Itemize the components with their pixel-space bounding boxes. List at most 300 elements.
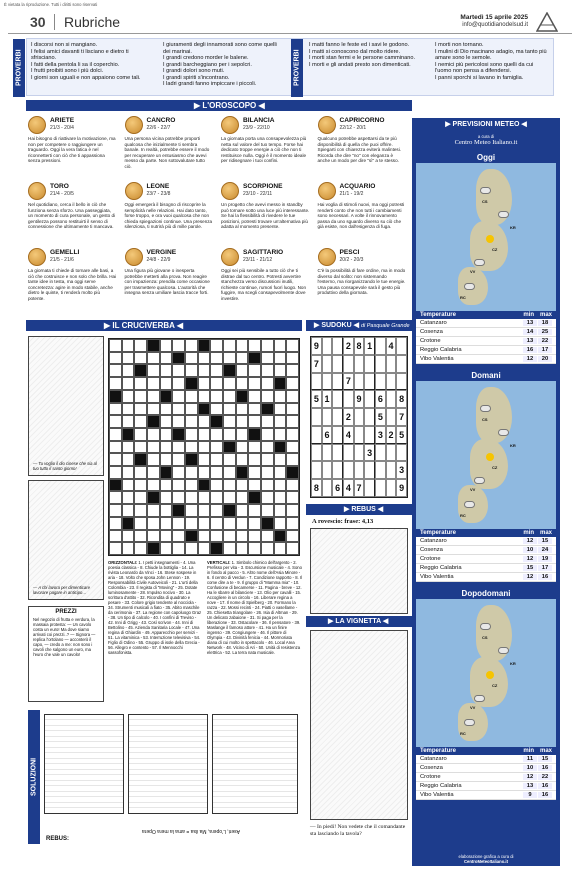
crossword-cell[interactable]: [236, 466, 249, 479]
crossword-cell[interactable]: [134, 403, 147, 416]
sudoku-cell[interactable]: [386, 408, 397, 426]
crossword-cell[interactable]: [286, 428, 299, 441]
crossword-cell[interactable]: [147, 504, 160, 517]
crossword-cell[interactable]: [248, 491, 261, 504]
crossword-cell[interactable]: [274, 428, 287, 441]
crossword-cell[interactable]: [134, 491, 147, 504]
sudoku-cell[interactable]: [364, 355, 375, 373]
crossword-cell[interactable]: [134, 428, 147, 441]
crossword-cell[interactable]: [122, 466, 135, 479]
crossword-cell[interactable]: [223, 530, 236, 543]
sudoku-cell[interactable]: [311, 426, 322, 444]
crossword-cell[interactable]: [198, 441, 211, 454]
crossword-cell[interactable]: [274, 517, 287, 530]
crossword-cell[interactable]: [236, 479, 249, 492]
sudoku-cell[interactable]: [343, 461, 354, 479]
crossword-cell[interactable]: [274, 479, 287, 492]
crossword-cell[interactable]: [274, 453, 287, 466]
crossword-cell[interactable]: [261, 403, 274, 416]
crossword-cell[interactable]: [236, 491, 249, 504]
sudoku-cell[interactable]: 5: [375, 408, 386, 426]
crossword-cell[interactable]: [274, 504, 287, 517]
crossword-cell[interactable]: [122, 377, 135, 390]
crossword-cell[interactable]: [198, 415, 211, 428]
crossword-cell[interactable]: [122, 364, 135, 377]
crossword-cell[interactable]: [185, 491, 198, 504]
sudoku-cell[interactable]: [311, 444, 322, 462]
sudoku-cell[interactable]: [386, 461, 397, 479]
sudoku-cell[interactable]: [396, 337, 407, 355]
crossword-cell[interactable]: [286, 504, 299, 517]
crossword-cell[interactable]: [172, 415, 185, 428]
sudoku-cell[interactable]: 7: [311, 355, 322, 373]
crossword-cell[interactable]: [185, 377, 198, 390]
crossword-cell[interactable]: [261, 466, 274, 479]
crossword-cell[interactable]: [172, 542, 185, 555]
sudoku-cell[interactable]: 6: [332, 479, 343, 497]
crossword-cell[interactable]: [160, 390, 173, 403]
sudoku-cell[interactable]: [332, 426, 343, 444]
crossword-cell[interactable]: [198, 377, 211, 390]
sudoku-cell[interactable]: 7: [396, 408, 407, 426]
crossword-cell[interactable]: [236, 530, 249, 543]
crossword-cell[interactable]: [210, 441, 223, 454]
crossword-cell[interactable]: [147, 428, 160, 441]
crossword-cell[interactable]: [198, 466, 211, 479]
sudoku-cell[interactable]: 3: [375, 426, 386, 444]
sudoku-cell[interactable]: [322, 355, 333, 373]
sudoku-cell[interactable]: [322, 408, 333, 426]
crossword-cell[interactable]: [223, 415, 236, 428]
crossword-cell[interactable]: [261, 542, 274, 555]
crossword-cell[interactable]: [210, 453, 223, 466]
crossword-cell[interactable]: [198, 479, 211, 492]
crossword-cell[interactable]: [109, 352, 122, 365]
sudoku-cell[interactable]: [322, 461, 333, 479]
sudoku-cell[interactable]: 2: [343, 337, 354, 355]
crossword-cell[interactable]: [109, 466, 122, 479]
sudoku-cell[interactable]: 6: [375, 390, 386, 408]
crossword-cell[interactable]: [286, 390, 299, 403]
crossword-cell[interactable]: [185, 542, 198, 555]
crossword-cell[interactable]: [134, 339, 147, 352]
crossword-cell[interactable]: [274, 352, 287, 365]
sudoku-cell[interactable]: [343, 444, 354, 462]
sudoku-cell[interactable]: [332, 373, 343, 391]
sudoku-cell[interactable]: [364, 479, 375, 497]
crossword-cell[interactable]: [223, 403, 236, 416]
crossword-cell[interactable]: [261, 352, 274, 365]
crossword-cell[interactable]: [160, 479, 173, 492]
sudoku-cell[interactable]: 8: [396, 390, 407, 408]
sudoku-cell[interactable]: 7: [343, 373, 354, 391]
crossword-cell[interactable]: [274, 542, 287, 555]
crossword-cell[interactable]: [122, 415, 135, 428]
crossword-cell[interactable]: [286, 364, 299, 377]
crossword-cell[interactable]: [160, 403, 173, 416]
crossword-grid[interactable]: [108, 338, 300, 556]
crossword-cell[interactable]: [160, 415, 173, 428]
crossword-cell[interactable]: [236, 453, 249, 466]
sudoku-cell[interactable]: [364, 373, 375, 391]
crossword-cell[interactable]: [185, 441, 198, 454]
crossword-cell[interactable]: [210, 364, 223, 377]
sudoku-cell[interactable]: [375, 461, 386, 479]
crossword-cell[interactable]: [160, 530, 173, 543]
crossword-cell[interactable]: [172, 364, 185, 377]
crossword-cell[interactable]: [172, 491, 185, 504]
sudoku-cell[interactable]: [375, 355, 386, 373]
crossword-cell[interactable]: [223, 479, 236, 492]
crossword-cell[interactable]: [248, 390, 261, 403]
crossword-cell[interactable]: [172, 403, 185, 416]
crossword-cell[interactable]: [236, 364, 249, 377]
crossword-cell[interactable]: [286, 403, 299, 416]
crossword-cell[interactable]: [198, 428, 211, 441]
crossword-cell[interactable]: [172, 428, 185, 441]
crossword-cell[interactable]: [147, 415, 160, 428]
crossword-cell[interactable]: [122, 491, 135, 504]
crossword-cell[interactable]: [274, 491, 287, 504]
crossword-cell[interactable]: [286, 466, 299, 479]
crossword-cell[interactable]: [147, 542, 160, 555]
sudoku-cell[interactable]: 9: [311, 337, 322, 355]
crossword-cell[interactable]: [185, 390, 198, 403]
crossword-cell[interactable]: [261, 517, 274, 530]
crossword-cell[interactable]: [147, 339, 160, 352]
crossword-cell[interactable]: [274, 441, 287, 454]
crossword-cell[interactable]: [210, 542, 223, 555]
crossword-cell[interactable]: [147, 530, 160, 543]
crossword-cell[interactable]: [198, 390, 211, 403]
crossword-cell[interactable]: [122, 479, 135, 492]
crossword-cell[interactable]: [198, 403, 211, 416]
sudoku-cell[interactable]: [364, 390, 375, 408]
sudoku-cell[interactable]: 2: [343, 408, 354, 426]
crossword-cell[interactable]: [172, 339, 185, 352]
crossword-cell[interactable]: [248, 542, 261, 555]
crossword-cell[interactable]: [286, 491, 299, 504]
crossword-cell[interactable]: [236, 441, 249, 454]
crossword-cell[interactable]: [109, 428, 122, 441]
crossword-cell[interactable]: [248, 479, 261, 492]
crossword-cell[interactable]: [223, 517, 236, 530]
sudoku-cell[interactable]: [322, 479, 333, 497]
crossword-cell[interactable]: [248, 403, 261, 416]
crossword-cell[interactable]: [147, 377, 160, 390]
sudoku-cell[interactable]: [386, 444, 397, 462]
crossword-cell[interactable]: [236, 390, 249, 403]
crossword-cell[interactable]: [236, 542, 249, 555]
sudoku-cell[interactable]: 8: [354, 337, 365, 355]
crossword-cell[interactable]: [109, 530, 122, 543]
crossword-cell[interactable]: [122, 339, 135, 352]
crossword-cell[interactable]: [147, 352, 160, 365]
sudoku-cell[interactable]: 4: [386, 337, 397, 355]
crossword-cell[interactable]: [248, 466, 261, 479]
crossword-cell[interactable]: [185, 428, 198, 441]
crossword-cell[interactable]: [223, 466, 236, 479]
crossword-cell[interactable]: [223, 441, 236, 454]
crossword-cell[interactable]: [261, 390, 274, 403]
crossword-cell[interactable]: [172, 479, 185, 492]
crossword-cell[interactable]: [274, 530, 287, 543]
crossword-cell[interactable]: [248, 428, 261, 441]
sudoku-cell[interactable]: [311, 373, 322, 391]
sudoku-cell[interactable]: [322, 373, 333, 391]
sudoku-cell[interactable]: [364, 408, 375, 426]
crossword-cell[interactable]: [134, 466, 147, 479]
crossword-cell[interactable]: [134, 415, 147, 428]
sudoku-cell[interactable]: [396, 373, 407, 391]
crossword-cell[interactable]: [160, 364, 173, 377]
crossword-cell[interactable]: [248, 453, 261, 466]
sudoku-cell[interactable]: [375, 337, 386, 355]
crossword-cell[interactable]: [286, 517, 299, 530]
crossword-cell[interactable]: [198, 530, 211, 543]
crossword-cell[interactable]: [122, 441, 135, 454]
crossword-cell[interactable]: [147, 453, 160, 466]
crossword-cell[interactable]: [261, 415, 274, 428]
crossword-cell[interactable]: [172, 390, 185, 403]
sudoku-cell[interactable]: 7: [354, 479, 365, 497]
sudoku-cell[interactable]: [354, 373, 365, 391]
crossword-cell[interactable]: [261, 441, 274, 454]
crossword-cell[interactable]: [223, 504, 236, 517]
crossword-cell[interactable]: [261, 377, 274, 390]
crossword-cell[interactable]: [248, 352, 261, 365]
sudoku-cell[interactable]: [311, 461, 322, 479]
crossword-cell[interactable]: [147, 466, 160, 479]
crossword-cell[interactable]: [185, 517, 198, 530]
crossword-cell[interactable]: [210, 415, 223, 428]
crossword-cell[interactable]: [172, 504, 185, 517]
crossword-cell[interactable]: [286, 339, 299, 352]
crossword-cell[interactable]: [223, 428, 236, 441]
crossword-cell[interactable]: [210, 403, 223, 416]
sudoku-cell[interactable]: 3: [396, 461, 407, 479]
crossword-cell[interactable]: [172, 530, 185, 543]
crossword-cell[interactable]: [223, 364, 236, 377]
sudoku-cell[interactable]: [386, 479, 397, 497]
crossword-cell[interactable]: [261, 453, 274, 466]
sudoku-cell[interactable]: [332, 408, 343, 426]
crossword-cell[interactable]: [274, 466, 287, 479]
crossword-cell[interactable]: [274, 390, 287, 403]
crossword-cell[interactable]: [109, 479, 122, 492]
crossword-cell[interactable]: [160, 491, 173, 504]
crossword-cell[interactable]: [160, 504, 173, 517]
sudoku-cell[interactable]: 8: [311, 479, 322, 497]
crossword-cell[interactable]: [160, 517, 173, 530]
crossword-cell[interactable]: [185, 453, 198, 466]
sudoku-cell[interactable]: [396, 355, 407, 373]
crossword-cell[interactable]: [236, 352, 249, 365]
crossword-cell[interactable]: [261, 339, 274, 352]
sudoku-cell[interactable]: [354, 355, 365, 373]
crossword-cell[interactable]: [134, 390, 147, 403]
crossword-cell[interactable]: [147, 441, 160, 454]
crossword-cell[interactable]: [172, 441, 185, 454]
crossword-cell[interactable]: [248, 339, 261, 352]
sudoku-cell[interactable]: [343, 390, 354, 408]
crossword-cell[interactable]: [236, 415, 249, 428]
crossword-cell[interactable]: [134, 530, 147, 543]
crossword-cell[interactable]: [236, 428, 249, 441]
sudoku-cell[interactable]: [332, 390, 343, 408]
sudoku-cell[interactable]: [322, 337, 333, 355]
crossword-cell[interactable]: [236, 339, 249, 352]
sudoku-cell[interactable]: [375, 444, 386, 462]
crossword-cell[interactable]: [223, 352, 236, 365]
crossword-cell[interactable]: [122, 504, 135, 517]
sudoku-cell[interactable]: [354, 426, 365, 444]
crossword-cell[interactable]: [122, 542, 135, 555]
crossword-cell[interactable]: [109, 390, 122, 403]
crossword-cell[interactable]: [147, 479, 160, 492]
crossword-cell[interactable]: [261, 479, 274, 492]
crossword-cell[interactable]: [248, 364, 261, 377]
crossword-cell[interactable]: [286, 352, 299, 365]
sudoku-cell[interactable]: [375, 479, 386, 497]
crossword-cell[interactable]: [109, 377, 122, 390]
crossword-cell[interactable]: [223, 390, 236, 403]
header-email[interactable]: info@quotidianodelsud.it: [462, 22, 528, 28]
crossword-cell[interactable]: [236, 517, 249, 530]
sudoku-cell[interactable]: [311, 408, 322, 426]
crossword-cell[interactable]: [261, 364, 274, 377]
crossword-cell[interactable]: [261, 530, 274, 543]
sudoku-cell[interactable]: [332, 355, 343, 373]
crossword-cell[interactable]: [160, 453, 173, 466]
crossword-cell[interactable]: [172, 377, 185, 390]
crossword-cell[interactable]: [160, 352, 173, 365]
crossword-cell[interactable]: [109, 517, 122, 530]
crossword-cell[interactable]: [210, 466, 223, 479]
crossword-cell[interactable]: [109, 339, 122, 352]
sudoku-cell[interactable]: [364, 426, 375, 444]
crossword-cell[interactable]: [223, 453, 236, 466]
crossword-cell[interactable]: [122, 403, 135, 416]
crossword-cell[interactable]: [198, 453, 211, 466]
crossword-cell[interactable]: [134, 504, 147, 517]
crossword-cell[interactable]: [172, 352, 185, 365]
sudoku-grid[interactable]: [310, 336, 408, 498]
sudoku-cell[interactable]: 5: [396, 426, 407, 444]
crossword-cell[interactable]: [109, 504, 122, 517]
crossword-cell[interactable]: [198, 517, 211, 530]
crossword-cell[interactable]: [160, 441, 173, 454]
sudoku-cell[interactable]: 2: [386, 426, 397, 444]
crossword-cell[interactable]: [122, 530, 135, 543]
crossword-cell[interactable]: [210, 339, 223, 352]
sudoku-cell[interactable]: [354, 461, 365, 479]
sudoku-cell[interactable]: 1: [322, 390, 333, 408]
sudoku-cell[interactable]: [386, 390, 397, 408]
crossword-cell[interactable]: [185, 415, 198, 428]
crossword-cell[interactable]: [172, 453, 185, 466]
crossword-cell[interactable]: [134, 542, 147, 555]
crossword-cell[interactable]: [236, 504, 249, 517]
crossword-cell[interactable]: [185, 364, 198, 377]
crossword-cell[interactable]: [122, 390, 135, 403]
crossword-cell[interactable]: [210, 530, 223, 543]
crossword-cell[interactable]: [122, 352, 135, 365]
crossword-cell[interactable]: [134, 352, 147, 365]
crossword-cell[interactable]: [223, 377, 236, 390]
crossword-cell[interactable]: [248, 517, 261, 530]
crossword-cell[interactable]: [147, 517, 160, 530]
crossword-cell[interactable]: [122, 453, 135, 466]
crossword-cell[interactable]: [274, 339, 287, 352]
sudoku-cell[interactable]: 5: [311, 390, 322, 408]
crossword-cell[interactable]: [185, 530, 198, 543]
crossword-cell[interactable]: [185, 339, 198, 352]
sudoku-cell[interactable]: [332, 444, 343, 462]
crossword-cell[interactable]: [109, 441, 122, 454]
sudoku-cell[interactable]: [396, 444, 407, 462]
crossword-cell[interactable]: [172, 466, 185, 479]
crossword-cell[interactable]: [109, 491, 122, 504]
sudoku-cell[interactable]: [364, 461, 375, 479]
sudoku-cell[interactable]: [343, 355, 354, 373]
crossword-cell[interactable]: [210, 479, 223, 492]
crossword-cell[interactable]: [122, 428, 135, 441]
crossword-cell[interactable]: [274, 364, 287, 377]
crossword-cell[interactable]: [210, 352, 223, 365]
crossword-cell[interactable]: [134, 453, 147, 466]
crossword-cell[interactable]: [274, 377, 287, 390]
crossword-cell[interactable]: [160, 428, 173, 441]
crossword-cell[interactable]: [274, 415, 287, 428]
crossword-cell[interactable]: [223, 339, 236, 352]
crossword-cell[interactable]: [198, 542, 211, 555]
crossword-cell[interactable]: [185, 466, 198, 479]
crossword-cell[interactable]: [261, 428, 274, 441]
crossword-cell[interactable]: [134, 364, 147, 377]
crossword-cell[interactable]: [210, 428, 223, 441]
sudoku-cell[interactable]: 3: [364, 444, 375, 462]
crossword-cell[interactable]: [248, 377, 261, 390]
crossword-cell[interactable]: [134, 377, 147, 390]
crossword-cell[interactable]: [185, 403, 198, 416]
crossword-cell[interactable]: [160, 377, 173, 390]
crossword-cell[interactable]: [109, 542, 122, 555]
crossword-cell[interactable]: [134, 441, 147, 454]
crossword-cell[interactable]: [286, 377, 299, 390]
crossword-cell[interactable]: [134, 517, 147, 530]
crossword-cell[interactable]: [223, 542, 236, 555]
crossword-cell[interactable]: [185, 479, 198, 492]
crossword-cell[interactable]: [210, 491, 223, 504]
sudoku-cell[interactable]: 4: [343, 479, 354, 497]
crossword-cell[interactable]: [160, 339, 173, 352]
sudoku-cell[interactable]: 1: [364, 337, 375, 355]
crossword-cell[interactable]: [286, 479, 299, 492]
crossword-cell[interactable]: [109, 403, 122, 416]
crossword-cell[interactable]: [109, 415, 122, 428]
crossword-cell[interactable]: [109, 453, 122, 466]
crossword-cell[interactable]: [198, 504, 211, 517]
crossword-cell[interactable]: [198, 491, 211, 504]
crossword-cell[interactable]: [134, 479, 147, 492]
sudoku-cell[interactable]: [375, 373, 386, 391]
crossword-cell[interactable]: [248, 530, 261, 543]
sudoku-cell[interactable]: [332, 337, 343, 355]
crossword-cell[interactable]: [223, 491, 236, 504]
sudoku-cell[interactable]: 4: [343, 426, 354, 444]
sudoku-cell[interactable]: [386, 373, 397, 391]
